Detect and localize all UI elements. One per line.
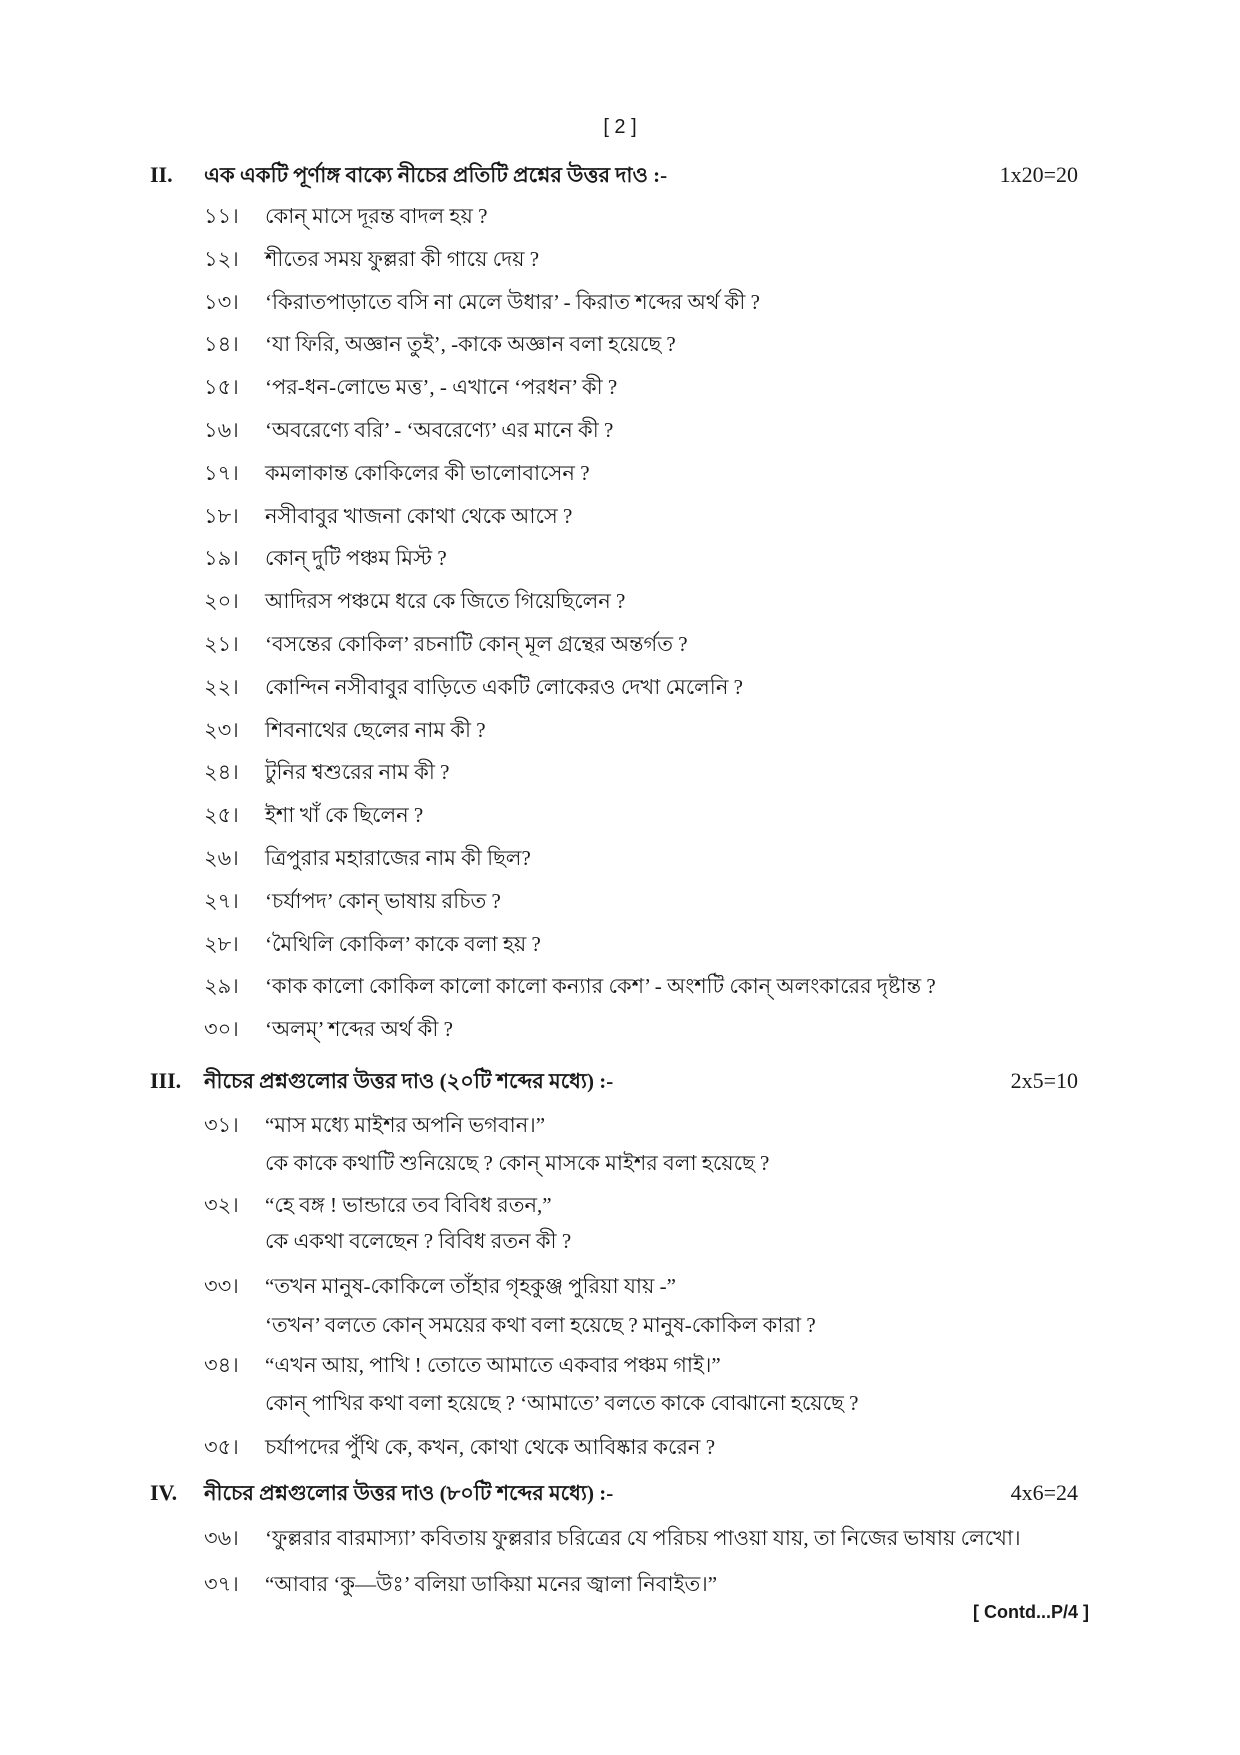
question-text: “হে বঙ্গ ! ভান্ডারে তব বিবিধ রতন,” xyxy=(265,1193,552,1217)
question-number: ১৮। xyxy=(204,503,239,528)
question-number: ২২। xyxy=(204,674,239,699)
question-text: কোন্দিন নসীবাবুর বাড়িতে একটি লোকেরও দেখা মেলেনি ? xyxy=(265,674,743,699)
question-item xyxy=(0,586,1240,616)
question-item xyxy=(0,458,1240,488)
question-number: ২৯। xyxy=(204,974,239,999)
question-text: কোন্ দুটি পঞ্চম মিস্ট ? xyxy=(265,546,447,571)
question-number: ১৯। xyxy=(204,546,239,571)
question-item xyxy=(0,1523,1240,1553)
question-subline xyxy=(0,1388,1240,1418)
question-item xyxy=(0,1271,1240,1301)
question-number: ১৩। xyxy=(204,289,239,314)
question-text: নসীবাবুর খাজনা কোথা থেকে আসে ? xyxy=(265,503,573,528)
question-text: টুনির শ্বশুরের নাম কী ? xyxy=(265,760,450,785)
question-text: “মাস মধ্যে মাইশর অপনি ভগবান।” xyxy=(265,1113,546,1137)
question-item xyxy=(0,1432,1240,1462)
question-item xyxy=(0,1110,1240,1140)
question-number: ১১। xyxy=(204,204,239,228)
question-item xyxy=(0,1350,1240,1380)
question-item xyxy=(0,629,1240,659)
question-item xyxy=(0,415,1240,445)
question-text: “এখন আয়, পাখি ! তোতে আমাতে একবার পঞ্চম গাই।” xyxy=(265,1353,721,1377)
section-number: II. xyxy=(150,162,173,187)
question-number: ২৬। xyxy=(204,846,239,870)
question-subline xyxy=(0,1310,1240,1340)
question-subline xyxy=(0,1226,1240,1256)
question-text: ‘অবরেণ্যে বরি’ - ‘অবরেণ্যে’ এর মানে কী ? xyxy=(265,418,614,442)
question-number: ২৭। xyxy=(204,888,239,913)
question-item xyxy=(0,800,1240,830)
question-item xyxy=(0,201,1240,231)
question-item xyxy=(0,329,1240,359)
question-number: ১২। xyxy=(204,246,239,271)
question-item xyxy=(0,886,1240,916)
section-header xyxy=(0,160,1240,190)
question-number: ১৪। xyxy=(204,332,239,357)
question-text: ‘অলম্’ শব্দের অর্থ কী ? xyxy=(265,1017,453,1042)
question-text: ‘কিরাতপাড়াতে বসি না মেলে উধার’ - কিরাত শব্দের অর্থ কী ? xyxy=(265,289,760,314)
question-number: ৩১। xyxy=(204,1113,239,1137)
question-text: শিবনাথের ছেলের নাম কী ? xyxy=(265,717,486,742)
question-number: ২৩। xyxy=(204,717,239,742)
section-number: IV. xyxy=(150,1480,178,1505)
question-text: শীতের সময় ফুল্লরা কী গায়ে দেয় ? xyxy=(265,246,540,271)
question-text: কোন্ মাসে দূরন্ত বাদল হয় ? xyxy=(265,204,488,228)
section-number: III. xyxy=(150,1068,182,1093)
question-number: ৩৫। xyxy=(204,1435,239,1459)
question-number: ২৮। xyxy=(204,931,239,956)
section-title: নীচের প্রশ্নগুলোর উত্তর দাও (৮০টি শব্দের মধ্যে) :- xyxy=(204,1481,614,1505)
section-marks: 4x6=24 xyxy=(1010,1480,1078,1505)
question-number: ৩০। xyxy=(204,1017,239,1042)
question-item xyxy=(0,757,1240,787)
question-number: ২৫। xyxy=(204,803,239,828)
question-item xyxy=(0,543,1240,573)
question-text: কোন্ পাখির কথা বলা হয়েছে ? ‘আমাতে’ বলতে কাকে বোঝানো হয়েছে ? xyxy=(265,1391,859,1415)
section-header xyxy=(0,1066,1240,1096)
question-number: ৩৩। xyxy=(204,1274,239,1298)
question-number: ৩২। xyxy=(204,1193,239,1217)
question-item xyxy=(0,929,1240,959)
question-item xyxy=(0,287,1240,317)
question-text: কে কাকে কথাটি শুনিয়েছে ? কোন্ মাসকে মাইশর বলা হয়েছে ? xyxy=(265,1151,770,1175)
section-title: নীচের প্রশ্নগুলোর উত্তর দাও (২০টি শব্দের মধ্যে) :- xyxy=(204,1069,614,1093)
question-number: ১৬। xyxy=(204,418,239,442)
question-subline xyxy=(0,1148,1240,1178)
question-number: ৩৬। xyxy=(204,1526,239,1550)
question-item xyxy=(0,372,1240,402)
question-item xyxy=(0,971,1240,1001)
question-text: ‘বসন্তের কোকিল’ রচনাটি কোন্ মূল গ্রন্থের অন্তর্গত ? xyxy=(265,632,688,656)
question-text: ইশা খাঁ কে ছিলেন ? xyxy=(265,803,424,828)
question-text: ‘মৈথিলি কোকিল’ কাকে বলা হয় ? xyxy=(265,931,541,956)
question-text: “তখন মানুষ-কোকিলে তাঁহার গৃহকুঞ্জ পুরিয়া যায় -” xyxy=(265,1274,676,1298)
question-text: ‘চর্যাপদ’ কোন্ ভাষায় রচিত ? xyxy=(265,888,501,913)
question-text: কে একথা বলেছেন ? বিবিধ রতন কী ? xyxy=(265,1229,572,1253)
question-number: ২১। xyxy=(204,632,239,656)
question-text: কমলাকান্ত কোকিলের কী ভালোবাসেন ? xyxy=(265,460,590,485)
question-text: আদিরস পঞ্চমে ধরে কে জিতে গিয়েছিলেন ? xyxy=(265,589,626,614)
question-text: ‘তখন’ বলতে কোন্ সময়ের কথা বলা হয়েছে ? মানুষ-কোকিল কারা ? xyxy=(265,1313,816,1337)
question-number: ২৪। xyxy=(204,760,239,785)
question-text: ‘যা ফিরি, অজ্ঞান তুই’, -কাকে অজ্ঞান বলা হয়েছে ? xyxy=(265,332,676,357)
question-item xyxy=(0,501,1240,531)
question-text: ‘কাক কালো কোকিল কালো কালো কন্যার কেশ’ - অংশটি কোন্ অলংকারের দৃষ্টান্ত ? xyxy=(265,974,936,999)
question-item xyxy=(0,1569,1240,1599)
question-text: চর্যাপদের পুঁথি কে, কখন, কোথা থেকে আবিষ্কার করেন ? xyxy=(265,1435,716,1459)
question-text: “আবার ‘কু—উঃ’ বলিয়া ডাকিয়া মনের জ্বালা নিবাইত।” xyxy=(265,1572,718,1596)
section-marks: 1x20=20 xyxy=(999,162,1078,187)
question-number: ১৭। xyxy=(204,460,239,485)
question-text: ‘ফুল্লরার বারমাস্যা’ কবিতায় ফুল্লরার চরিত্রের যে পরিচয় পাওয়া যায়, তা নিজের ভাষায় লেখো। xyxy=(265,1526,1021,1550)
question-number: ১৫। xyxy=(204,375,239,400)
question-item xyxy=(0,1014,1240,1044)
section-marks: 2x5=10 xyxy=(1010,1068,1078,1093)
question-number: ৩৪। xyxy=(204,1353,239,1377)
question-item xyxy=(0,843,1240,873)
section-title: এক একটি পূর্ণাঙ্গ বাক্যে নীচের প্রতিটি প্রশ্নের উত্তর দাও :- xyxy=(204,163,668,187)
question-item xyxy=(0,715,1240,745)
question-text: ‘পর-ধন-লোভে মত্ত’, - এখানে ‘পরধন’ কী ? xyxy=(265,375,618,400)
question-item xyxy=(0,672,1240,702)
page-number: [ 2 ] xyxy=(603,116,637,138)
question-item xyxy=(0,1190,1240,1220)
question-item xyxy=(0,244,1240,274)
section-header xyxy=(0,1478,1240,1508)
question-number: ২০। xyxy=(204,589,239,614)
question-text: ত্রিপুরার মহারাজের নাম কী ছিল? xyxy=(265,846,531,870)
continued-note: [ Contd...P/4 ] xyxy=(973,1602,1089,1622)
question-number: ৩৭। xyxy=(204,1572,239,1596)
